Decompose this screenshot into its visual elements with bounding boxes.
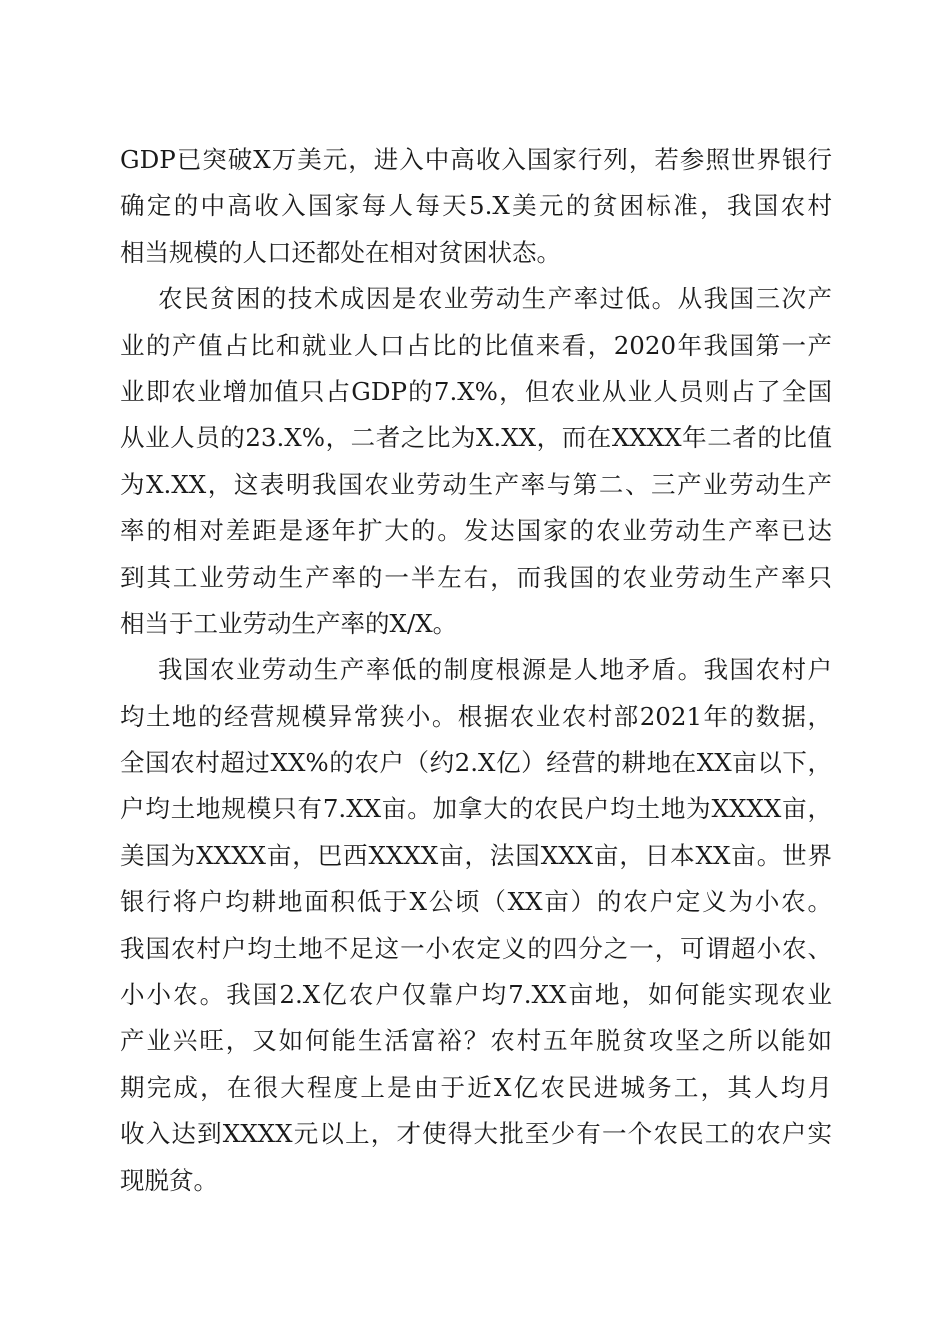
text-line: 业即农业增加值只占GDP的7.X%，但农业从业人员则占了全国: [120, 376, 832, 406]
text-line: 从业人员的23.X%，二者之比为X.XX，而在XXXX年二者的比值: [120, 423, 832, 453]
text-line: 业的产值占比和就业人口占比的比值来看，2020年我国第一产: [120, 330, 832, 360]
text-line: 全国农村超过XX%的农户（约2.X亿）经营的耕地在XX亩以下，: [120, 748, 832, 778]
paragraph: [120, 276, 832, 647]
paragraph: [120, 137, 832, 276]
text-line: 小小农。我国2.X亿农户仅靠户均7.XX亩地，如何能实现农业: [120, 980, 832, 1010]
text-line: 现脱贫。: [120, 1165, 218, 1195]
text-line: 产业兴旺，又如何能生活富裕？农村五年脱贫攻坚之所以能如: [120, 1026, 832, 1056]
text-line: 收入达到XXXX元以上，才使得大批至少有一个农民工的农户实: [120, 1119, 832, 1149]
text-line: 户均土地规模只有7.XX亩。加拿大的农民户均土地为XXXX亩，: [120, 794, 832, 824]
text-line: 确定的中高收入国家每人每天5.X美元的贫困标准，我国农村: [120, 191, 832, 221]
paragraph: [120, 647, 832, 1204]
text-line: 期完成，在很大程度上是由于近X亿农民进城务工，其人均月: [120, 1072, 832, 1102]
text-line: 银行将户均耕地面积低于X公顷（XX亩）的农户定义为小农。: [120, 887, 832, 917]
text-line: 我国农村户均土地不足这一小农定义的四分之一，可谓超小农、: [120, 933, 832, 963]
text-line: 率的相对差距是逐年扩大的。发达国家的农业劳动生产率已达: [120, 516, 832, 546]
text-line: 相当规模的人口还都处在相对贫困状态。: [120, 237, 561, 267]
text-line: 均土地的经营规模异常狭小。根据农业农村部2021年的数据，: [120, 701, 832, 731]
text-line: 美国为XXXX亩，巴西XXXX亩，法国XXX亩，日本XX亩。世界: [120, 840, 832, 870]
text-line: 为X.XX，这表明我国农业劳动生产率与第二、三产业劳动生产: [120, 469, 832, 499]
text-line: 到其工业劳动生产率的一半左右，而我国的农业劳动生产率只: [120, 562, 832, 592]
text-line: 农民贫困的技术成因是农业劳动生产率过低。从我国三次产: [158, 284, 832, 314]
text-line: 相当于工业劳动生产率的X/X。: [120, 608, 458, 638]
document-page: [120, 137, 832, 1204]
text-line: 我国农业劳动生产率低的制度根源是人地矛盾。我国农村户: [158, 655, 832, 685]
text-line: GDP已突破X万美元，进入中高收入国家行列，若参照世界银行: [120, 145, 832, 174]
